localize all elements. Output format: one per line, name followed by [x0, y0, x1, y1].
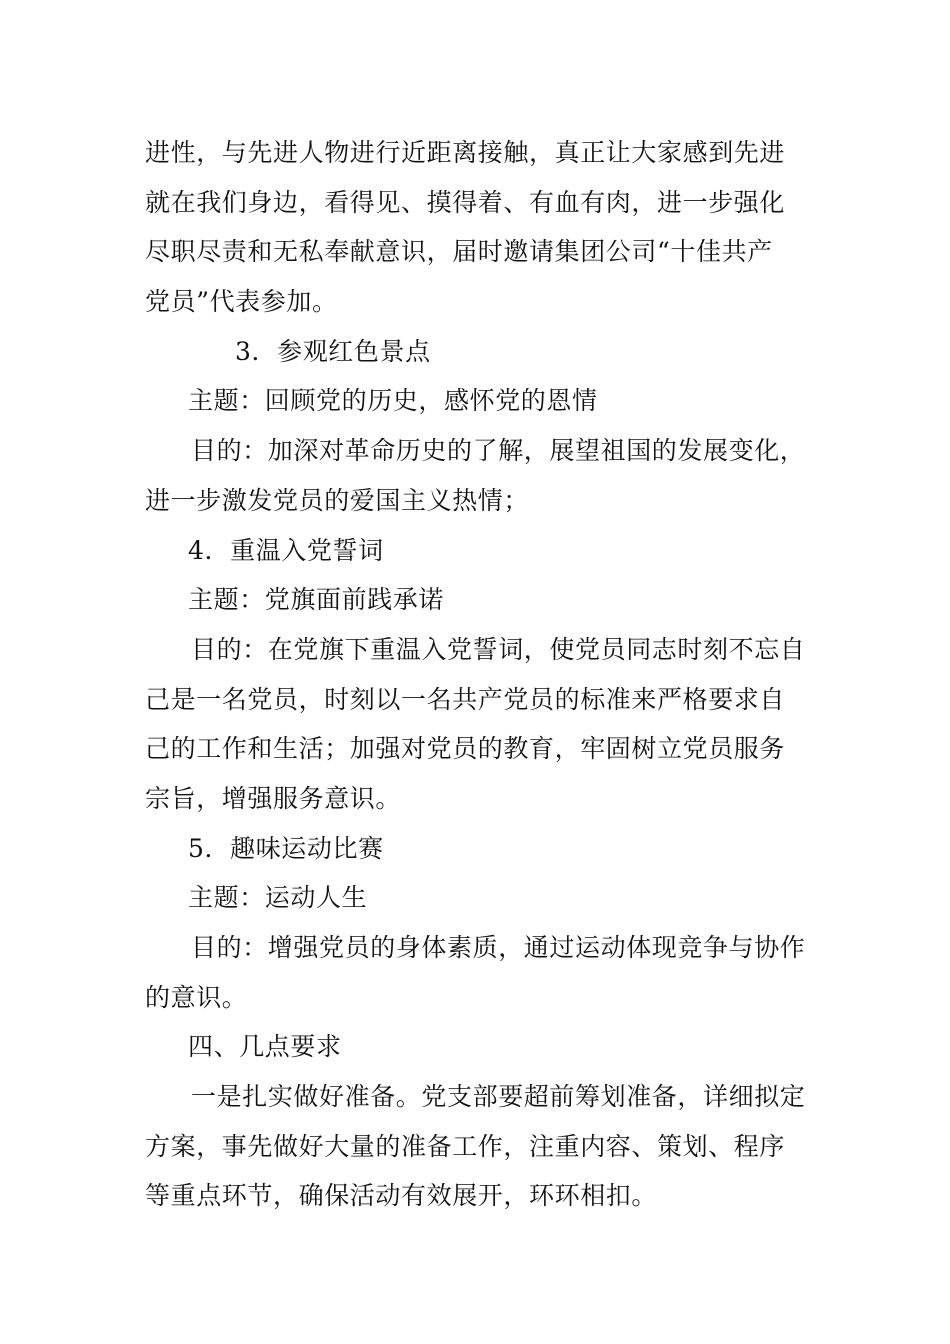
purpose-line: 目的：在党旗下重温入党誓词，使党员同志时刻不忘自: [191, 634, 806, 664]
paragraph-line: 宗旨，增强服务意识。: [145, 783, 402, 813]
purpose-line: 目的：增强党员的身体素质，通过运动体现竞争与协作: [191, 933, 806, 962]
paragraph-line: 就在我们身边，看得见、摸得着、有血有肉，进一步强化: [145, 187, 786, 217]
paragraph-line: 己是一名党员，时刻以一名共产党员的标准来严格要求自: [145, 684, 786, 714]
paragraph-line: 的意识。: [145, 982, 248, 1012]
paragraph-line: 尽职尽责和无私奉献意识，届时邀请集团公司“十佳共产: [145, 237, 773, 267]
theme-line: 主题：党旗面前践承诺: [188, 585, 445, 615]
section-heading-3: 3．参观红色景点: [235, 336, 431, 366]
theme-line: 主题：回顾党的历史，感怀党的恩情: [188, 386, 598, 416]
section-heading-5: 5．趣味运动比赛: [188, 833, 384, 863]
paragraph-line: 进性，与先进人物进行近距离接触，真正让大家感到先进: [145, 138, 786, 167]
purpose-line: 目的：加深对革命历史的了解，展望祖国的发展变化，: [191, 436, 806, 466]
theme-line: 主题：运动人生: [188, 883, 368, 913]
section-heading-4: 4．重温入党誓词: [188, 535, 384, 565]
paragraph-line: 己的工作和生活；加强对党员的教育，牢固树立党员服务: [145, 734, 786, 764]
paragraph-line: 进一步激发党员的爱国主义热情；: [145, 485, 530, 515]
paragraph-line: 等重点环节，确保活动有效展开，环环相扣。: [145, 1181, 658, 1211]
section-heading-requirements: 四、几点要求: [188, 1032, 342, 1062]
paragraph-line: 方案，事先做好大量的准备工作，注重内容、策划、程序: [145, 1131, 786, 1161]
requirement-line: 一是扎实做好准备。党支部要超前筹划准备，详细拟定: [191, 1082, 806, 1112]
paragraph-line: 党员”代表参加。: [145, 287, 338, 317]
document-body: [145, 128, 810, 1221]
